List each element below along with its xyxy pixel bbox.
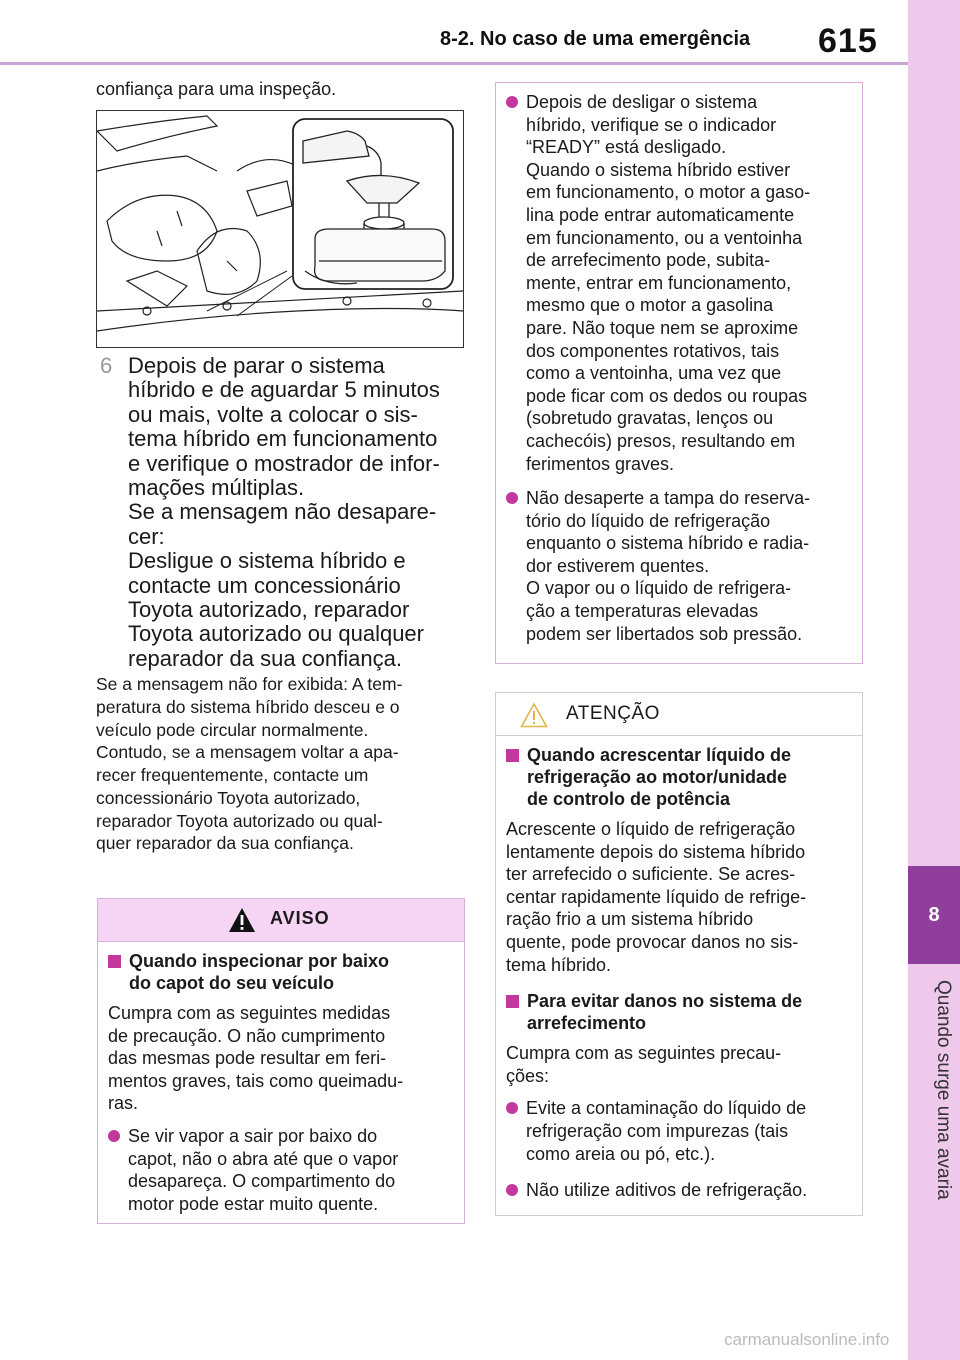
note-line: recer frequentemente, contacte um (96, 765, 369, 786)
heading-line: de controlo de potência (527, 789, 731, 809)
bullet-line: em funcionamento, o motor a gaso- (526, 182, 811, 203)
para-line: Acrescente o líquido de refrigeração (506, 819, 796, 839)
note-line: reparador Toyota autorizado ou qual- (96, 810, 383, 831)
step-line: híbrido e de aguardar 5 minutos (128, 377, 440, 403)
continuation-bullet-1 (506, 91, 852, 475)
atencao-paragraph-1 (506, 818, 852, 976)
step-line: ou mais, volte a colocar o sis- (128, 401, 418, 427)
chapter-number-tab[interactable]: 8 (908, 866, 960, 964)
atencao-bullet-1 (506, 1097, 852, 1165)
bullet-line: Depois de desligar o sistema (526, 92, 758, 112)
para-line: ração frio a um sistema híbrido (506, 909, 754, 930)
aviso-paragraph (108, 1002, 454, 1115)
step-note (96, 673, 466, 855)
note-line: Se a mensagem não for exibida: A tem- (96, 674, 403, 695)
bullet-line: dos componentes rotativos, tais (526, 340, 780, 361)
bullet-line: O vapor ou o líquido de refrigera- (526, 578, 792, 599)
bullet-line: (sobretudo gravatas, lenços ou (526, 408, 774, 429)
bullet-line: como a ventoinha, uma vez que (526, 363, 782, 384)
coolant-figure (96, 110, 464, 348)
note-line: quer reparador da sua confiança. (96, 833, 354, 854)
step-line: contacte um concessionário (128, 572, 401, 598)
atencao-bullet-2 (506, 1179, 852, 1202)
watermark-link[interactable]: carmanualsonline.info (724, 1330, 890, 1349)
bullet-line: pode ficar com os dedos ou roupas (526, 385, 808, 406)
bullet-line: dor estiverem quentes. (526, 555, 710, 576)
step-line: Se a mensagem não desapare- (128, 499, 437, 525)
bullet-line: capot, não o abra até que o vapor (128, 1148, 399, 1169)
step-line: mações múltiplas. (128, 475, 305, 501)
atencao-paragraph-2 (506, 1042, 852, 1087)
atencao-body (496, 736, 862, 1202)
bullet-line: tório do líquido de refrigeração (526, 510, 771, 531)
round-bullet-icon (506, 492, 518, 504)
aviso-label: AVISO (270, 908, 330, 928)
para-line: mentos graves, tais como queimadu- (108, 1070, 404, 1091)
bullet-line: Não utilize aditivos de refrigeração. (526, 1180, 808, 1201)
step-line: cer: (128, 523, 165, 549)
coolant-reservoir-illustration-icon (97, 111, 463, 347)
para-line: de precaução. O não cumprimento (108, 1025, 386, 1046)
atencao-heading-1 (506, 744, 852, 810)
step-line: Desligue o sistema híbrido e (128, 548, 406, 574)
step-line: Toyota autorizado, reparador (128, 597, 410, 623)
intro-text: confiança para uma inspeção. (96, 79, 337, 99)
bullet-line: em funcionamento, ou a ventoinha (526, 227, 803, 248)
step-line: Depois de parar o sistema (128, 353, 385, 378)
note-line: peratura do sistema híbrido desceu e o (96, 696, 400, 717)
atencao-notice-box (495, 692, 863, 1216)
left-column (96, 76, 466, 855)
note-line: concessionário Toyota autorizado, (96, 787, 361, 808)
step-line: Toyota autorizado ou qualquer (128, 621, 424, 647)
para-line: ter arrefecido o suficiente. Se acres- (506, 864, 796, 885)
page-number: 615 (818, 22, 878, 60)
round-bullet-icon (506, 96, 518, 108)
square-bullet-icon (108, 955, 121, 968)
bullet-line: Não desaperte a tampa do reserva- (526, 488, 811, 509)
continuation-bullet-2 (506, 487, 852, 645)
bullet-line: motor pode estar muito quente. (128, 1193, 379, 1214)
bullet-line: refrigeração com impurezas (tais (526, 1120, 789, 1141)
bullet-line: mesmo que o motor a gasolina (526, 295, 774, 316)
bullet-line: cachecóis) presos, resultando em (526, 430, 796, 451)
continuation-body (496, 83, 862, 645)
atencao-header (496, 693, 862, 736)
bullet-line: mente, entrar em funcionamento, (526, 272, 792, 293)
aviso-bullet (108, 1125, 454, 1215)
note-line: Contudo, se a mensagem voltar a apa- (96, 742, 399, 763)
square-bullet-icon (506, 749, 519, 762)
atencao-label: ATENÇÃO (566, 703, 660, 724)
bullet-line: desapareça. O compartimento do (128, 1171, 396, 1192)
bullet-line: “READY” está desligado. (526, 137, 727, 158)
para-line: centar rapidamente líquido de refrige- (506, 886, 807, 907)
heading-line: do capot do seu veículo (129, 973, 335, 993)
para-line: tema híbrido. (506, 954, 612, 975)
warning-triangle-icon (228, 907, 256, 933)
heading-line: Para evitar danos no sistema de (527, 991, 803, 1012)
bullet-line: ção a temperaturas elevadas (526, 601, 759, 622)
heading-line: Quando acrescentar líquido de (527, 745, 792, 765)
square-bullet-icon (506, 995, 519, 1008)
para-line: Cumpra com as seguintes medidas (108, 1003, 391, 1023)
round-bullet-icon (506, 1102, 518, 1114)
step-text (128, 354, 466, 671)
aviso-continuation-box (495, 82, 863, 664)
bullet-line: pare. Não toque nem se aproxime (526, 317, 799, 338)
bullet-line: como areia ou pó, etc.). (526, 1143, 716, 1164)
para-line: ções: (506, 1065, 550, 1086)
para-line: das mesmas pode resultar em feri- (108, 1048, 387, 1069)
step-line: e verifique o mostrador de infor- (128, 450, 440, 476)
heading-line: Quando inspecionar por baixo (129, 951, 390, 971)
bullet-line: ferimentos graves. (526, 453, 675, 474)
chapter-title-vertical: Quando surge uma avaria (933, 980, 954, 1200)
bullet-line: Quando o sistema híbrido estiver (526, 159, 791, 180)
aviso-body (98, 942, 464, 1215)
section-title: 8-2. No caso de uma emergência (440, 28, 751, 50)
para-line: lentamente depois do sistema híbrido (506, 841, 806, 862)
round-bullet-icon (506, 1184, 518, 1196)
bullet-line: lina pode entrar automaticamente (526, 204, 795, 225)
aviso-header (98, 899, 464, 942)
bullet-line: híbrido, verifique se o indicador (526, 114, 777, 135)
bullet-line: enquanto o sistema híbrido e radia- (526, 533, 810, 554)
heading-line: arrefecimento (527, 1013, 647, 1034)
round-bullet-icon (108, 1130, 120, 1142)
para-line: quente, pode provocar danos no sis- (506, 931, 799, 952)
header-rule (0, 62, 908, 65)
atencao-heading-2 (506, 990, 852, 1034)
aviso-heading (108, 950, 454, 994)
heading-line: refrigeração ao motor/unidade (527, 767, 788, 787)
note-line: veículo pode circular normalmente. (96, 719, 369, 740)
aviso-warning-box (97, 898, 465, 1224)
step-line: reparador da sua confiança. (128, 645, 402, 671)
caution-triangle-outline-icon (520, 702, 548, 728)
para-line: Cumpra com as seguintes precau- (506, 1043, 782, 1064)
bullet-line: de arrefecimento pode, subita- (526, 250, 771, 271)
step-number: 6 (100, 353, 113, 378)
bullet-line: Evite a contaminação do líquido de (526, 1098, 807, 1119)
para-line: ras. (108, 1093, 139, 1114)
step-6 (96, 354, 466, 671)
bullet-line: podem ser libertados sob pressão. (526, 623, 803, 644)
bullet-line: Se vir vapor a sair por baixo do (128, 1125, 378, 1146)
step-line: tema híbrido em funcionamento (128, 426, 438, 452)
